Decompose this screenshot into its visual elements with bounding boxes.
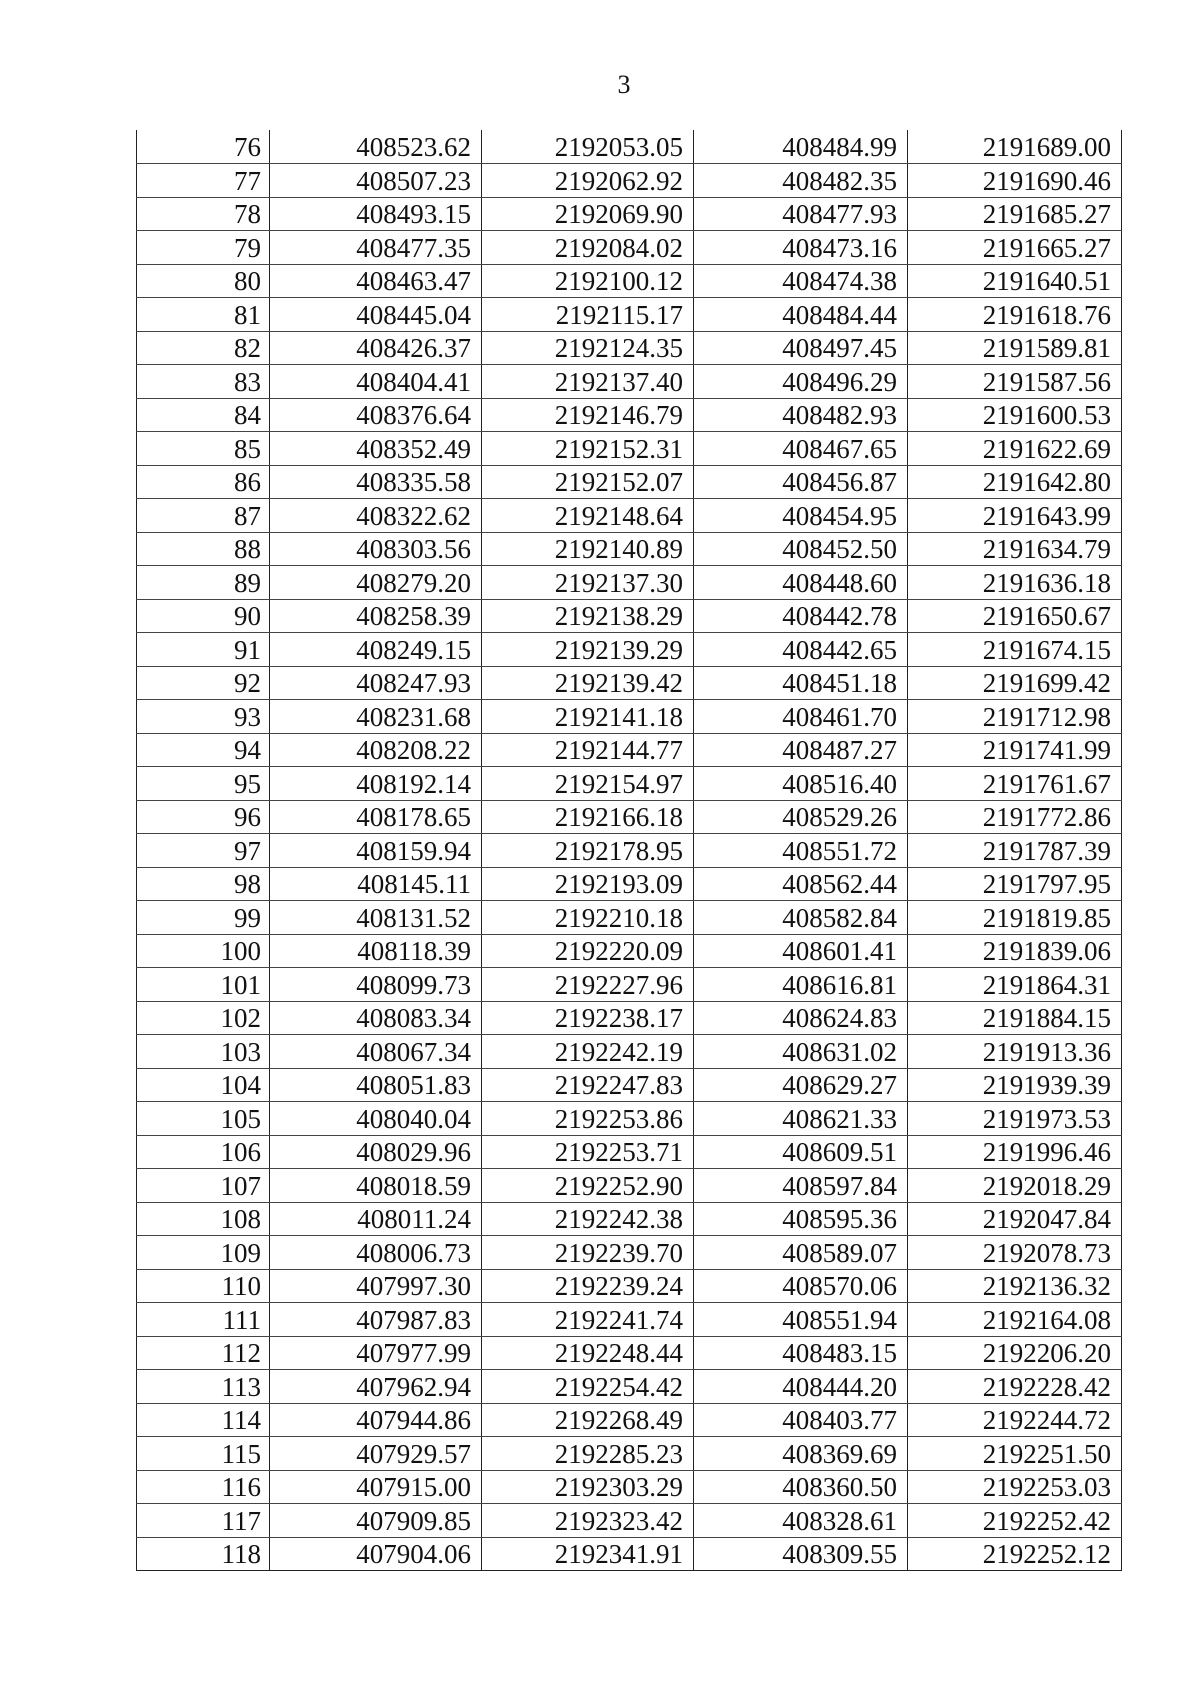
table-row (137, 666, 1122, 700)
y2-cell: 2191864.31 (908, 968, 1122, 1002)
point-number-cell: 106 (137, 1135, 270, 1169)
point-number-cell: 77 (137, 164, 270, 198)
y1-cell: 2192253.86 (482, 1102, 694, 1136)
x2-cell: 408482.93 (694, 398, 908, 432)
point-number-cell: 86 (137, 465, 270, 499)
table-row (137, 331, 1122, 365)
y1-cell: 2192242.38 (482, 1202, 694, 1236)
x2-cell: 408369.69 (694, 1437, 908, 1471)
y2-cell: 2191996.46 (908, 1135, 1122, 1169)
point-number-cell: 87 (137, 499, 270, 533)
y2-cell: 2191650.67 (908, 599, 1122, 633)
x1-cell: 408099.73 (270, 968, 482, 1002)
point-number-cell: 90 (137, 599, 270, 633)
table-row (137, 1169, 1122, 1203)
y2-cell: 2191787.39 (908, 834, 1122, 868)
y2-cell: 2191685.27 (908, 197, 1122, 231)
y1-cell: 2192144.77 (482, 733, 694, 767)
y1-cell: 2192141.18 (482, 700, 694, 734)
y2-cell: 2191665.27 (908, 231, 1122, 265)
table-row (137, 532, 1122, 566)
y1-cell: 2192341.91 (482, 1537, 694, 1571)
x1-cell: 408376.64 (270, 398, 482, 432)
y2-cell: 2191839.06 (908, 934, 1122, 968)
x2-cell: 408551.72 (694, 834, 908, 868)
x1-cell: 408463.47 (270, 264, 482, 298)
point-number-cell: 107 (137, 1169, 270, 1203)
table-row (137, 633, 1122, 667)
y1-cell: 2192239.70 (482, 1236, 694, 1270)
y1-cell: 2192193.09 (482, 867, 694, 901)
y2-cell: 2191587.56 (908, 365, 1122, 399)
coordinate-table (136, 130, 1122, 1571)
y1-cell: 2192148.64 (482, 499, 694, 533)
table-row (137, 901, 1122, 935)
x1-cell: 408523.62 (270, 130, 482, 164)
x2-cell: 408360.50 (694, 1470, 908, 1504)
y2-cell: 2191589.81 (908, 331, 1122, 365)
point-number-cell: 85 (137, 432, 270, 466)
x2-cell: 408629.27 (694, 1068, 908, 1102)
y2-cell: 2192253.03 (908, 1470, 1122, 1504)
page-number: 3 (617, 70, 631, 99)
table-row (137, 1269, 1122, 1303)
x1-cell: 408029.96 (270, 1135, 482, 1169)
point-number-cell: 89 (137, 566, 270, 600)
x1-cell: 407944.86 (270, 1403, 482, 1437)
y2-cell: 2191761.67 (908, 767, 1122, 801)
x2-cell: 408621.33 (694, 1102, 908, 1136)
y1-cell: 2192268.49 (482, 1403, 694, 1437)
y1-cell: 2192241.74 (482, 1303, 694, 1337)
table-row (137, 733, 1122, 767)
y1-cell: 2192069.90 (482, 197, 694, 231)
x1-cell: 408507.23 (270, 164, 482, 198)
table-row (137, 1504, 1122, 1538)
x2-cell: 408473.16 (694, 231, 908, 265)
point-number-cell: 117 (137, 1504, 270, 1538)
y2-cell: 2192252.12 (908, 1537, 1122, 1571)
y1-cell: 2192238.17 (482, 1001, 694, 1035)
x1-cell: 407987.83 (270, 1303, 482, 1337)
y1-cell: 2192178.95 (482, 834, 694, 868)
table-row (137, 1102, 1122, 1136)
x2-cell: 408456.87 (694, 465, 908, 499)
table-row (137, 1437, 1122, 1471)
y2-cell: 2191939.39 (908, 1068, 1122, 1102)
y2-cell: 2192136.32 (908, 1269, 1122, 1303)
y1-cell: 2192227.96 (482, 968, 694, 1002)
x2-cell: 408631.02 (694, 1035, 908, 1069)
x2-cell: 408474.38 (694, 264, 908, 298)
table-row (137, 398, 1122, 432)
x1-cell: 408018.59 (270, 1169, 482, 1203)
point-number-cell: 97 (137, 834, 270, 868)
x1-cell: 408118.39 (270, 934, 482, 968)
table-body (137, 130, 1122, 1571)
x1-cell: 408258.39 (270, 599, 482, 633)
point-number-cell: 78 (137, 197, 270, 231)
y1-cell: 2192248.44 (482, 1336, 694, 1370)
point-number-cell: 99 (137, 901, 270, 935)
table-row (137, 1068, 1122, 1102)
point-number-cell: 111 (137, 1303, 270, 1337)
table-row (137, 767, 1122, 801)
y1-cell: 2192154.97 (482, 767, 694, 801)
point-number-cell: 76 (137, 130, 270, 164)
table-row (137, 298, 1122, 332)
y2-cell: 2191622.69 (908, 432, 1122, 466)
x1-cell: 408426.37 (270, 331, 482, 365)
y2-cell: 2191636.18 (908, 566, 1122, 600)
y1-cell: 2192220.09 (482, 934, 694, 968)
x1-cell: 407962.94 (270, 1370, 482, 1404)
y2-cell: 2192047.84 (908, 1202, 1122, 1236)
x1-cell: 408404.41 (270, 365, 482, 399)
x2-cell: 408454.95 (694, 499, 908, 533)
y1-cell: 2192242.19 (482, 1035, 694, 1069)
point-number-cell: 82 (137, 331, 270, 365)
table-row (137, 1135, 1122, 1169)
x1-cell: 407929.57 (270, 1437, 482, 1471)
table-row (137, 365, 1122, 399)
x1-cell: 408303.56 (270, 532, 482, 566)
point-number-cell: 105 (137, 1102, 270, 1136)
point-number-cell: 103 (137, 1035, 270, 1069)
x1-cell: 408006.73 (270, 1236, 482, 1270)
y2-cell: 2191699.42 (908, 666, 1122, 700)
x2-cell: 408597.84 (694, 1169, 908, 1203)
point-number-cell: 95 (137, 767, 270, 801)
x1-cell: 408067.34 (270, 1035, 482, 1069)
y1-cell: 2192138.29 (482, 599, 694, 633)
table-row (137, 934, 1122, 968)
table-row (137, 1202, 1122, 1236)
x2-cell: 408461.70 (694, 700, 908, 734)
y1-cell: 2192115.17 (482, 298, 694, 332)
point-number-cell: 91 (137, 633, 270, 667)
point-number-cell: 79 (137, 231, 270, 265)
x2-cell: 408616.81 (694, 968, 908, 1002)
y1-cell: 2192253.71 (482, 1135, 694, 1169)
y2-cell: 2191674.15 (908, 633, 1122, 667)
y1-cell: 2192139.42 (482, 666, 694, 700)
table-row (137, 1336, 1122, 1370)
x2-cell: 408448.60 (694, 566, 908, 600)
x2-cell: 408589.07 (694, 1236, 908, 1270)
y2-cell: 2191913.36 (908, 1035, 1122, 1069)
x1-cell: 408352.49 (270, 432, 482, 466)
y1-cell: 2192084.02 (482, 231, 694, 265)
x1-cell: 408011.24 (270, 1202, 482, 1236)
table-row (137, 1370, 1122, 1404)
x1-cell: 408249.15 (270, 633, 482, 667)
y1-cell: 2192124.35 (482, 331, 694, 365)
point-number-cell: 104 (137, 1068, 270, 1102)
point-number-cell: 81 (137, 298, 270, 332)
table-row (137, 499, 1122, 533)
x1-cell: 408279.20 (270, 566, 482, 600)
table-row (137, 867, 1122, 901)
y2-cell: 2191973.53 (908, 1102, 1122, 1136)
x1-cell: 408192.14 (270, 767, 482, 801)
y2-cell: 2191618.76 (908, 298, 1122, 332)
y1-cell: 2192140.89 (482, 532, 694, 566)
table-row (137, 130, 1122, 164)
x2-cell: 408601.41 (694, 934, 908, 968)
point-number-cell: 84 (137, 398, 270, 432)
x1-cell: 408231.68 (270, 700, 482, 734)
x1-cell: 408322.62 (270, 499, 482, 533)
y2-cell: 2191643.99 (908, 499, 1122, 533)
x1-cell: 408335.58 (270, 465, 482, 499)
x2-cell: 408467.65 (694, 432, 908, 466)
x2-cell: 408516.40 (694, 767, 908, 801)
y1-cell: 2192137.30 (482, 566, 694, 600)
x1-cell: 408131.52 (270, 901, 482, 935)
y2-cell: 2191819.85 (908, 901, 1122, 935)
x2-cell: 408487.27 (694, 733, 908, 767)
table-row (137, 1035, 1122, 1069)
y1-cell: 2192247.83 (482, 1068, 694, 1102)
x1-cell: 408051.83 (270, 1068, 482, 1102)
point-number-cell: 115 (137, 1437, 270, 1471)
x2-cell: 408483.15 (694, 1336, 908, 1370)
table-row (137, 197, 1122, 231)
point-number-cell: 110 (137, 1269, 270, 1303)
table-row (137, 1303, 1122, 1337)
y1-cell: 2192146.79 (482, 398, 694, 432)
x1-cell: 407915.00 (270, 1470, 482, 1504)
x1-cell: 408493.15 (270, 197, 482, 231)
y1-cell: 2192323.42 (482, 1504, 694, 1538)
table-row (137, 834, 1122, 868)
y1-cell: 2192210.18 (482, 901, 694, 935)
table-row (137, 264, 1122, 298)
y2-cell: 2191640.51 (908, 264, 1122, 298)
y1-cell: 2192152.07 (482, 465, 694, 499)
point-number-cell: 118 (137, 1537, 270, 1571)
point-number-cell: 92 (137, 666, 270, 700)
y1-cell: 2192285.23 (482, 1437, 694, 1471)
point-number-cell: 100 (137, 934, 270, 968)
point-number-cell: 88 (137, 532, 270, 566)
table-row (137, 566, 1122, 600)
y2-cell: 2192206.20 (908, 1336, 1122, 1370)
x2-cell: 408452.50 (694, 532, 908, 566)
y2-cell: 2192244.72 (908, 1403, 1122, 1437)
table-row (137, 1403, 1122, 1437)
x2-cell: 408451.18 (694, 666, 908, 700)
point-number-cell: 116 (137, 1470, 270, 1504)
point-number-cell: 114 (137, 1403, 270, 1437)
x1-cell: 408083.34 (270, 1001, 482, 1035)
x1-cell: 408159.94 (270, 834, 482, 868)
y1-cell: 2192100.12 (482, 264, 694, 298)
y1-cell: 2192062.92 (482, 164, 694, 198)
x2-cell: 408529.26 (694, 800, 908, 834)
y1-cell: 2192254.42 (482, 1370, 694, 1404)
x1-cell: 408477.35 (270, 231, 482, 265)
y2-cell: 2191642.80 (908, 465, 1122, 499)
x2-cell: 408562.44 (694, 867, 908, 901)
point-number-cell: 108 (137, 1202, 270, 1236)
y1-cell: 2192239.24 (482, 1269, 694, 1303)
table-row (137, 465, 1122, 499)
y2-cell: 2192078.73 (908, 1236, 1122, 1270)
y2-cell: 2191772.86 (908, 800, 1122, 834)
y1-cell: 2192303.29 (482, 1470, 694, 1504)
y1-cell: 2192166.18 (482, 800, 694, 834)
y1-cell: 2192152.31 (482, 432, 694, 466)
point-number-cell: 93 (137, 700, 270, 734)
x2-cell: 408551.94 (694, 1303, 908, 1337)
x1-cell: 408178.65 (270, 800, 482, 834)
point-number-cell: 113 (137, 1370, 270, 1404)
point-number-cell: 80 (137, 264, 270, 298)
x2-cell: 408482.35 (694, 164, 908, 198)
x2-cell: 408582.84 (694, 901, 908, 935)
y1-cell: 2192053.05 (482, 130, 694, 164)
x2-cell: 408442.78 (694, 599, 908, 633)
x2-cell: 408624.83 (694, 1001, 908, 1035)
table-row (137, 599, 1122, 633)
x2-cell: 408609.51 (694, 1135, 908, 1169)
y2-cell: 2191712.98 (908, 700, 1122, 734)
x1-cell: 407909.85 (270, 1504, 482, 1538)
point-number-cell: 102 (137, 1001, 270, 1035)
x1-cell: 408145.11 (270, 867, 482, 901)
x2-cell: 408484.44 (694, 298, 908, 332)
y2-cell: 2191797.95 (908, 867, 1122, 901)
y2-cell: 2191690.46 (908, 164, 1122, 198)
x2-cell: 408496.29 (694, 365, 908, 399)
point-number-cell: 94 (137, 733, 270, 767)
point-number-cell: 112 (137, 1336, 270, 1370)
y2-cell: 2192252.42 (908, 1504, 1122, 1538)
table-row (137, 968, 1122, 1002)
x2-cell: 408595.36 (694, 1202, 908, 1236)
y2-cell: 2192018.29 (908, 1169, 1122, 1203)
table-row (137, 164, 1122, 198)
x2-cell: 408444.20 (694, 1370, 908, 1404)
y2-cell: 2191884.15 (908, 1001, 1122, 1035)
x1-cell: 407997.30 (270, 1269, 482, 1303)
x1-cell: 408208.22 (270, 733, 482, 767)
y2-cell: 2192251.50 (908, 1437, 1122, 1471)
point-number-cell: 98 (137, 867, 270, 901)
point-number-cell: 109 (137, 1236, 270, 1270)
table-row (137, 1470, 1122, 1504)
y2-cell: 2192228.42 (908, 1370, 1122, 1404)
x2-cell: 408497.45 (694, 331, 908, 365)
x2-cell: 408477.93 (694, 197, 908, 231)
y1-cell: 2192252.90 (482, 1169, 694, 1203)
x2-cell: 408442.65 (694, 633, 908, 667)
x1-cell: 407977.99 (270, 1336, 482, 1370)
x2-cell: 408570.06 (694, 1269, 908, 1303)
table-row (137, 800, 1122, 834)
x2-cell: 408309.55 (694, 1537, 908, 1571)
x1-cell: 408445.04 (270, 298, 482, 332)
x2-cell: 408403.77 (694, 1403, 908, 1437)
x2-cell: 408484.99 (694, 130, 908, 164)
x1-cell: 408247.93 (270, 666, 482, 700)
y2-cell: 2191600.53 (908, 398, 1122, 432)
table-row (137, 1236, 1122, 1270)
y1-cell: 2192139.29 (482, 633, 694, 667)
y2-cell: 2191741.99 (908, 733, 1122, 767)
y2-cell: 2191689.00 (908, 130, 1122, 164)
y1-cell: 2192137.40 (482, 365, 694, 399)
point-number-cell: 83 (137, 365, 270, 399)
table-row (137, 700, 1122, 734)
x2-cell: 408328.61 (694, 1504, 908, 1538)
point-number-cell: 96 (137, 800, 270, 834)
point-number-cell: 101 (137, 968, 270, 1002)
table-row (137, 1001, 1122, 1035)
table-row (137, 231, 1122, 265)
table-row (137, 1537, 1122, 1571)
x1-cell: 408040.04 (270, 1102, 482, 1136)
x1-cell: 407904.06 (270, 1537, 482, 1571)
y2-cell: 2191634.79 (908, 532, 1122, 566)
table-row (137, 432, 1122, 466)
y2-cell: 2192164.08 (908, 1303, 1122, 1337)
